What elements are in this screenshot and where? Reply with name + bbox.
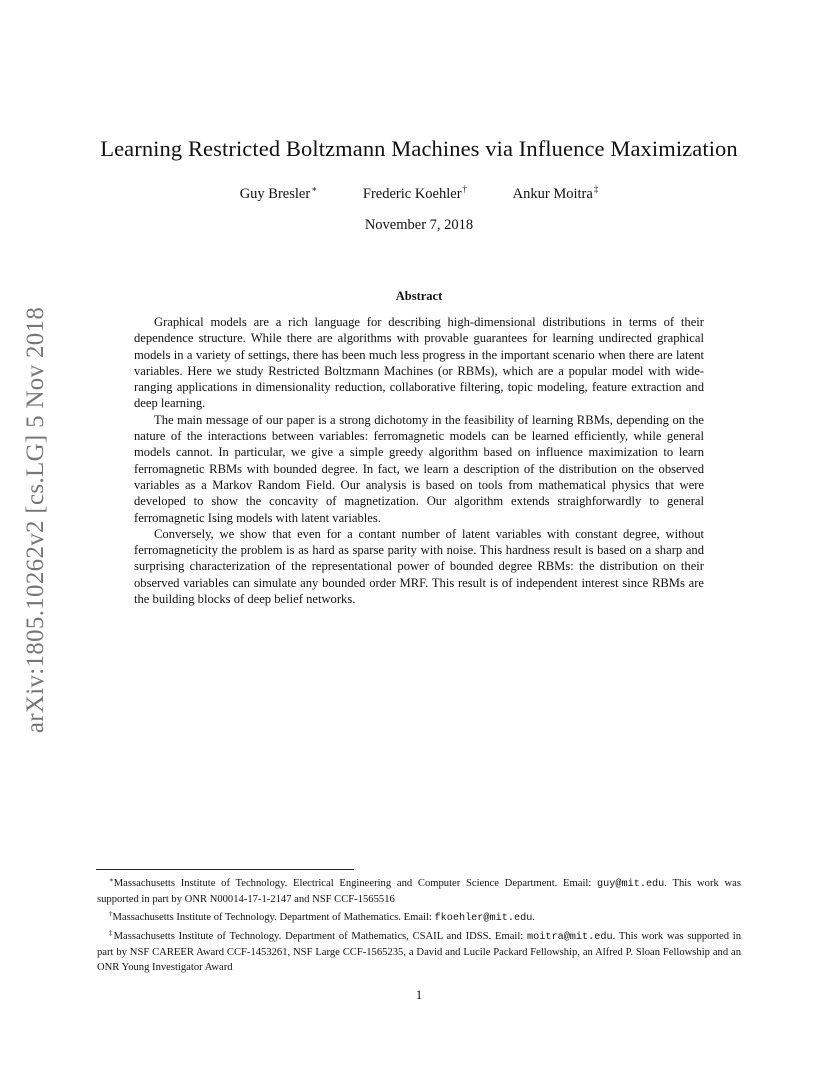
email-link[interactable]: moitra@mit.edu xyxy=(527,932,613,943)
footnote-mark: ∗ xyxy=(109,876,114,884)
author-footnote-mark: ‡ xyxy=(593,184,599,194)
footnote-bresler xyxy=(97,873,741,907)
author-name: Guy Bresler xyxy=(239,186,311,202)
footnote-text: Massachusetts Institute of Technology. Electrical Engineering and Computer Science Department. Email: xyxy=(113,878,598,889)
paper-title: Learning Restricted Boltzmann Machines via Influence Maximization xyxy=(100,136,738,161)
abstract-paragraph: Conversely, we show that even for a contant number of latent variables with constant degree, without ferromagneticity the problem is as hard as sparse parity with noise. This hardness result is based on a sharp and surprising characterization of the representational power of bounded degree RBMs: the distribution on their observed variables can simulate any bounded order MRF. This result is of independent interest since RBMs are the building blocks of deep belief networks. xyxy=(134,526,704,607)
footnote-text: Massachusetts Institute of Technology. Department of Mathematics. Email: xyxy=(112,912,435,923)
footnote-rule xyxy=(96,869,354,870)
email-link[interactable]: fkoehler@mit.edu xyxy=(434,913,533,924)
author-footnote-mark: † xyxy=(462,184,468,194)
footnote-text: Massachusetts Institute of Technology. Department of Mathematics, CSAIL and IDSS. Email: xyxy=(113,931,528,942)
author-name: Ankur Moitra xyxy=(512,186,593,202)
author-koehler xyxy=(363,184,467,203)
author-list xyxy=(0,184,828,203)
footnote-mark: ‡ xyxy=(109,929,114,937)
abstract-heading: Abstract xyxy=(395,289,443,303)
author-moitra xyxy=(513,184,599,203)
footnote-text: . xyxy=(532,912,535,923)
footnote-mark: † xyxy=(109,910,113,918)
footnotes xyxy=(97,873,741,975)
abstract-paragraph: Graphical models are a rich language for describing high-dimensional distributions in terms of their dependence structure. While there are algorithms with provable guarantees for learning undirected graphical models in a variety of settings, there has been much less progress in the important scenario when there are latent variables. Here we study Restricted Boltzmann Machines (or RBMs), which are a popular model with wide-ranging applications in dimensionality reduction, collaborative filtering, topic modeling, feature extraction and deep learning. xyxy=(134,315,704,411)
page-number: 1 xyxy=(415,987,423,1002)
author-name: Frederic Koehler xyxy=(362,186,462,202)
footnote-text: . This work was supported in part by ONR N00014-17-1-2147 and NSF CCF-1565516 xyxy=(97,878,742,905)
publication-date: November 7, 2018 xyxy=(364,217,474,233)
footnote-koehler xyxy=(97,907,741,926)
abstract-body xyxy=(134,314,704,607)
email-link[interactable]: guy@mit.edu xyxy=(597,879,665,890)
footnote-text: . This work was supported in part by NSF CAREER Award CCF-1453261, NSF Large CCF-1565235, a David and Lucile Packard Fellowship, an Alfred P. Sloan Fellowship and an ONR Young Investigator Award xyxy=(97,931,742,973)
arxiv-identifier-text: arXiv:1805.10262v2 [cs.LG] 5 Nov 2018 xyxy=(22,306,49,734)
abstract-paragraph: The main message of our paper is a strong dichotomy in the feasibility of learning RBMs, depending on the nature of the interactions between variables: ferromagnetic models can be learned efficiently, while general models cannot. In particular, we give a simple greedy algorithm based on influence maximization to learn ferromagnetic RBMs with bounded degree. In fact, we learn a description of the distribution on the observed variables as a Markov Random Field. Our analysis is based on tools from mathematical physics that were developed to show the concavity of magnetization. Our algorithm extends straighforwardly to general ferromagnetic Ising models with latent variables. xyxy=(134,412,704,525)
footnote-moitra xyxy=(97,926,741,975)
author-footnote-mark: ∗ xyxy=(311,184,318,194)
author-bresler xyxy=(240,184,318,203)
